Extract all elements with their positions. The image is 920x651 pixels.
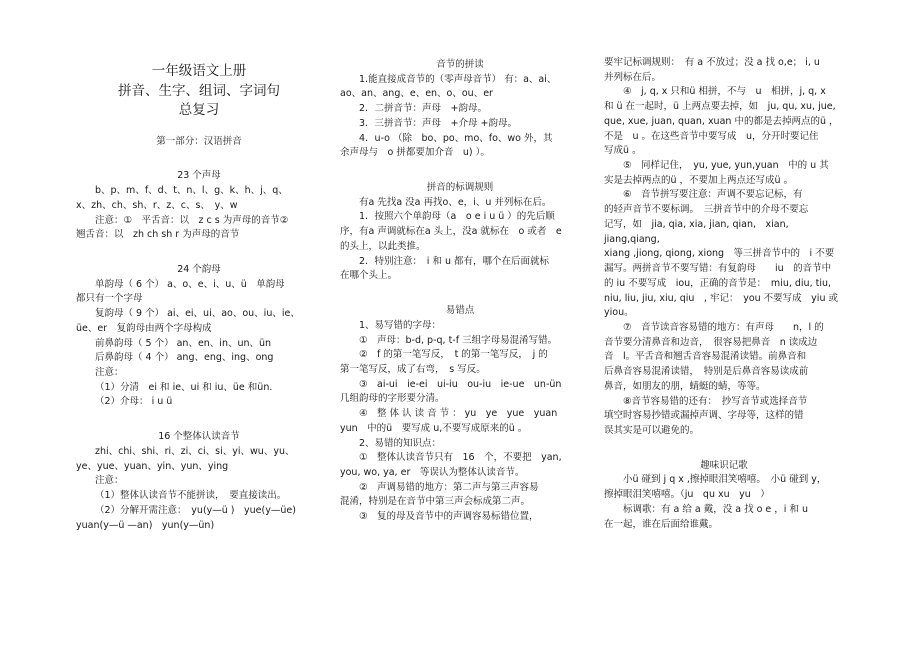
text-line: （1）分清 ei 和 ie、ui 和 iu、üe 和ün. [95,381,273,393]
text-line: que, xue, juan, quan, xuan 中的都是去掉两点的ü ， [604,115,839,127]
text-line: yiou。 [604,307,634,319]
text-line: ③ ai-ui ie-ei ui-iu ou-iu ie-ue un-ün [359,378,562,390]
text-line: 要牢记标调规则： 有 a 不放过；没 a 找 o,e； i, u [604,57,820,68]
text-line: 不是 u 。在这些音节中要写成 u，分开时要记住 [604,130,819,142]
text-line: x、zh、ch、sh、r、z、c、s、 y、w [76,199,238,211]
text-line: 有a 先找a 没a 再找o、e，i、u 并列标在后。 [359,196,552,208]
text-line: 1、易写错的字母： [359,319,442,331]
text-line: 1.能直接成音节的（零声母音节） 有：a、ai、 [359,73,557,85]
text-line: 音 l。平舌音和翘舌音容易混淆读错。前鼻音和 [604,351,807,363]
section-heading-error-points: 易错点 [445,305,475,317]
text-line: ② f 的第一笔写反， t 的第一笔写反， j 的 [359,349,548,361]
text-line: 混淆，特别是在音节中第三声会标成第二声。 [340,496,531,508]
section-heading-tone-rules: 拼音的标调规则 [426,182,494,194]
text-line: （1）整体认读音节不能拼读， 要直接读出。 [95,490,287,502]
text-line: 实是去掉两点的ü ，不要加上两点还写成ü 。 [604,174,794,186]
text-line: üe、er 复韵母由两个字母构成 [76,322,212,334]
text-line: 2、易错的知识点： [359,437,442,449]
text-line: 在一起，谁在后面给谁戴。 [604,518,719,530]
text-line: 后鼻音容易混淆读错， 特别是后鼻音容易读成前 [604,366,809,378]
text-line: 擦掉眼泪笑嘻嘻。（ju qu xu yu ） [604,489,770,501]
section-heading-song: 趣味识记歌 [700,459,748,471]
text-line: ⑥ 音节拼写要注意：声调不要忘记标，有 [623,189,803,201]
section-heading-finals: 24 个韵母 [177,264,221,275]
doc-title-line-1: 一年级语文上册 [151,63,247,79]
text-line: 音节要分清鼻音和边音， 很容易把鼻音 n 读成边 [604,336,818,348]
text-line: ① 声母：b-d, p-q, t-f 三组字母易混淆写错。 [359,334,558,346]
text-line: ④ j, q, x 只和ü 相拼，不与 u 相拼，j, q, x [623,86,826,98]
text-line: yun 中的ü 要写成 u,不要写成原来的ü 。 [340,422,528,434]
section-heading-spelling: 音节的拼读 [436,59,484,70]
text-line: 和 ü 在一起时，ü 上两点要去掉，如 ju, qu, xu, jue, [604,101,836,113]
text-line: 2．二拼音节：声母 +韵母。 [359,103,488,115]
text-line: （2）分解开需注意： yu(y—ü ) yue(y—üe) [95,504,296,516]
text-line: 1．按照六个单韵母（a o e i u ü ）的先后顺 [359,211,555,223]
text-line: 误其实是可以避免的。 [604,424,700,436]
text-line: 填空时容易抄错或漏掉声调、字母等，这样的错 [604,410,804,422]
text-line: ye、yue、yuan、yin、yun、ying [76,460,229,472]
text-line: ② 声调易错的地方：第二声与第三声容易 [359,481,539,493]
text-line: ao、an、ang、e、en、o、ou、er [340,88,493,100]
text-line: 都只有一个字母 [76,293,143,305]
text-line: 3．三拼音节：声母 +介母 +韵母。 [359,117,517,129]
text-line: 4．u-o （除 bo、po、mo、fo、wo 外，其 [359,132,553,144]
text-line: 并列标在后。 [604,71,662,83]
column-1 [76,62,322,533]
section-heading-whole-syllables: 16 个整体认读音节 [158,431,240,443]
text-line: zhi、chi、shi、ri、zi、ci、si、yi、wu、yu、 [95,445,295,457]
text-line: you, wo, ya, er 等误认为整体认读音节。 [340,466,525,478]
doc-title-line-2: 拼音、生字、组词、字词句 [118,82,280,99]
text-line: 写成ü 。 [604,145,642,157]
text-line: 后鼻韵母（ 4 个） ang、eng、ing、ong [95,352,274,364]
part-heading: 第一部分：汉语拼音 [156,135,242,147]
text-line: 的头上，以此类推。 [340,240,426,252]
text-line: ③ 复的母及音节中的声调容易标错位置， [359,511,539,523]
text-line: 余声母与 o 拼都要加介音 u) ）。 [340,147,490,159]
text-line: 注意： [95,475,124,487]
text-line: 漏写。两拼音节不要写错：有复韵母 iu 的音节中 [604,263,832,275]
text-line: ⑤ 同样记住， yu, yue, yun,yuan 中的 u 其 [623,160,829,172]
column-3 [604,56,844,532]
text-line: 复韵母（ 9 个） ai、ei、ui、ao、ou、iu、ie、 [95,308,300,320]
section-heading-initials: 23 个声母 [177,170,221,182]
text-line: （2）介母： i u ü [95,396,173,408]
text-line: xiang ,jiong, qiong, xiong 等三拼音节中的 i 不要 [604,248,835,260]
text-line: 的 iu 不要写成 iou，正确的音节是： miu, diu, tiu, [604,277,832,289]
text-line: yuan(y—ü —an) yun(y—ün) [76,519,215,531]
text-line: ⑦ 音节读音容易错的地方：有声母 n，l 的 [623,321,824,333]
text-line: ⑧音节容易错的还有： 抄写音节或选择音节 [623,395,808,407]
text-line: 注意： [95,367,124,379]
text-line: b、p、m、f、d、t、n、l、g、k、h、j、q、 [95,185,288,197]
text-line: 翘舌音：以 zh ch sh r 为声母的音节 [76,229,240,241]
text-line: 第一笔写反，成了右弯， s 写反。 [340,363,486,375]
text-line: 前鼻韵母（ 5 个） an、en、in、un、ün [95,337,272,349]
text-line: ④ 整 体 认 读 音 节 ： yu ye yue yuan [359,408,558,420]
column-2 [340,58,580,525]
text-line: 鼻音，如朋友的朋，蜻蜓的蜻，等等。 [604,380,766,392]
text-line: 小ü 碰到 j q x ,擦掉眼泪笑嘻嘻。 小ü 碰到 y， [623,474,827,486]
doc-title-line-3: 总复习 [178,102,220,119]
text-line: 在哪个头上。 [340,270,398,282]
text-line: 标调歌：有 a 给 a 戴，没 a 找 o e ，i 和 u [623,503,808,515]
text-line: 记写，如 jia, qia, xia, jian, qian, xian, jiang,qiang, [604,218,789,245]
text-line: 的轻声音节不要标调。 三拼音节中的介母不要忘 [604,204,809,216]
text-line: 2．特别注意： i 和 u 都有，哪个在后面就标 [359,255,550,267]
text-line: 序，有a 声调就标在a 头上，没a 就标在 o 或者 e [340,226,562,238]
text-line: 注意：① 平舌音：以 z c s 为声母的音节② [95,214,289,226]
text-line: 单韵母（ 6 个） a、o、e、i、u、ü 单韵母 [95,278,285,290]
text-line: niu, liu, jiu, xiu, qiu , 牢记： you 不要写成 yiu 或 [604,292,838,304]
text-line: ① 整体认读音节只有 16 个，不要把 yan, [359,452,562,464]
text-line: 几组韵母的字形要分清。 [340,393,445,405]
